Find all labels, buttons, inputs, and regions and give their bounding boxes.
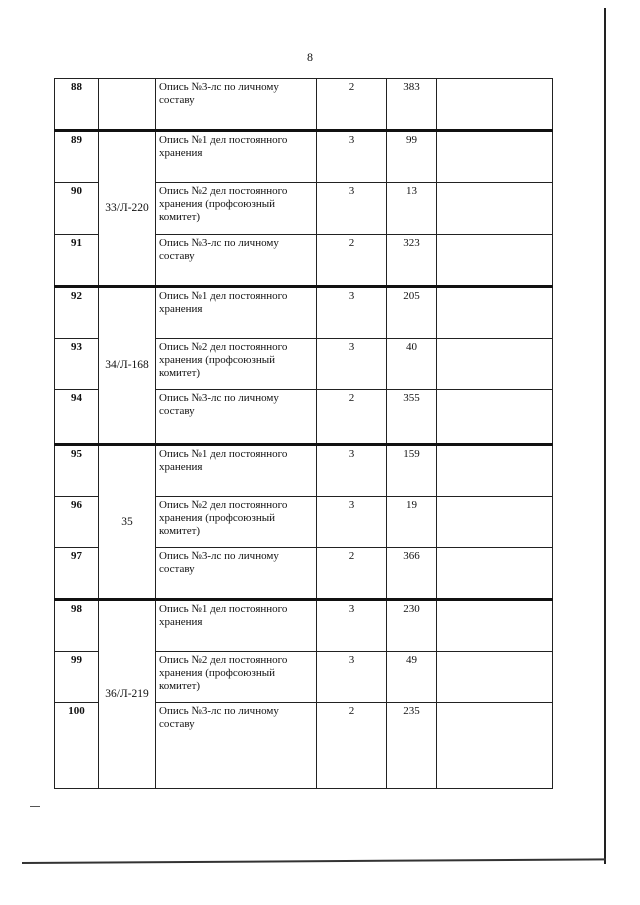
row-number-cell: 100 xyxy=(55,703,99,789)
row-number-cell: 91 xyxy=(55,235,99,287)
item-count-cell: 235 xyxy=(387,703,437,789)
table-row xyxy=(55,79,553,131)
inventory-title-cell: Опись №3-лс по личному составу xyxy=(156,79,317,131)
notes-cell xyxy=(437,183,553,235)
item-count-cell: 383 xyxy=(387,79,437,131)
inventory-title-cell: Опись №2 дел постоянного хранения (профсоюзный комитет) xyxy=(156,339,317,390)
copies-cell: 2 xyxy=(317,548,387,600)
notes-cell xyxy=(437,79,553,131)
notes-cell xyxy=(437,287,553,339)
copies-cell: 2 xyxy=(317,703,387,789)
inventory-title-cell: Опись №1 дел постоянного хранения xyxy=(156,445,317,497)
inventory-title-cell: Опись №2 дел постоянного хранения (профсоюзный комитет) xyxy=(156,652,317,703)
table-row xyxy=(55,131,553,183)
row-number-cell: 99 xyxy=(55,652,99,703)
item-count-cell: 99 xyxy=(387,131,437,183)
inventory-title-cell: Опись №1 дел постоянного хранения xyxy=(156,131,317,183)
row-number-cell: 96 xyxy=(55,497,99,548)
copies-cell: 3 xyxy=(317,652,387,703)
fund-number-cell: 34/Л-168 xyxy=(99,287,156,445)
page-edge-right xyxy=(604,8,606,864)
item-count-cell: 230 xyxy=(387,600,437,652)
table-row xyxy=(55,600,553,652)
copies-cell: 2 xyxy=(317,390,387,445)
table-row xyxy=(55,287,553,339)
notes-cell xyxy=(437,703,553,789)
row-number-cell: 88 xyxy=(55,79,99,131)
fund-number-cell xyxy=(99,79,156,131)
inventory-title-cell: Опись №3-лс по личному составу xyxy=(156,390,317,445)
item-count-cell: 49 xyxy=(387,652,437,703)
item-count-cell: 355 xyxy=(387,390,437,445)
scan-artifact xyxy=(30,806,40,807)
copies-cell: 3 xyxy=(317,183,387,235)
copies-cell: 3 xyxy=(317,339,387,390)
notes-cell xyxy=(437,339,553,390)
row-number-cell: 94 xyxy=(55,390,99,445)
inventory-title-cell: Опись №1 дел постоянного хранения xyxy=(156,287,317,339)
notes-cell xyxy=(437,131,553,183)
copies-cell: 3 xyxy=(317,131,387,183)
inventory-title-cell: Опись №3-лс по личному составу xyxy=(156,235,317,287)
inventory-table-body xyxy=(55,79,553,789)
copies-cell: 3 xyxy=(317,600,387,652)
item-count-cell: 13 xyxy=(387,183,437,235)
copies-cell: 2 xyxy=(317,235,387,287)
item-count-cell: 40 xyxy=(387,339,437,390)
notes-cell xyxy=(437,497,553,548)
row-number-cell: 90 xyxy=(55,183,99,235)
row-number-cell: 97 xyxy=(55,548,99,600)
item-count-cell: 205 xyxy=(387,287,437,339)
item-count-cell: 323 xyxy=(387,235,437,287)
copies-cell: 3 xyxy=(317,445,387,497)
copies-cell: 3 xyxy=(317,287,387,339)
item-count-cell: 19 xyxy=(387,497,437,548)
item-count-cell: 366 xyxy=(387,548,437,600)
inventory-title-cell: Опись №2 дел постоянного хранения (профсоюзный комитет) xyxy=(156,497,317,548)
fund-number-cell: 35 xyxy=(99,445,156,600)
notes-cell xyxy=(437,390,553,445)
notes-cell xyxy=(437,652,553,703)
row-number-cell: 93 xyxy=(55,339,99,390)
row-number-cell: 92 xyxy=(55,287,99,339)
fund-number-cell: 33/Л-220 xyxy=(99,131,156,287)
inventory-title-cell: Опись №1 дел постоянного хранения xyxy=(156,600,317,652)
copies-cell: 3 xyxy=(317,497,387,548)
row-number-cell: 95 xyxy=(55,445,99,497)
copies-cell: 2 xyxy=(317,79,387,131)
notes-cell xyxy=(437,600,553,652)
inventory-title-cell: Опись №3-лс по личному составу xyxy=(156,548,317,600)
table-row xyxy=(55,445,553,497)
row-number-cell: 89 xyxy=(55,131,99,183)
inventory-title-cell: Опись №3-лс по личному составу xyxy=(156,703,317,789)
notes-cell xyxy=(437,235,553,287)
page-number: 8 xyxy=(307,50,313,64)
inventory-title-cell: Опись №2 дел постоянного хранения (профсоюзный комитет) xyxy=(156,183,317,235)
fund-number-cell: 36/Л-219 xyxy=(99,600,156,789)
row-number-cell: 98 xyxy=(55,600,99,652)
item-count-cell: 159 xyxy=(387,445,437,497)
notes-cell xyxy=(437,445,553,497)
notes-cell xyxy=(437,548,553,600)
inventory-table xyxy=(54,78,553,789)
page-edge-bottom xyxy=(22,858,606,864)
